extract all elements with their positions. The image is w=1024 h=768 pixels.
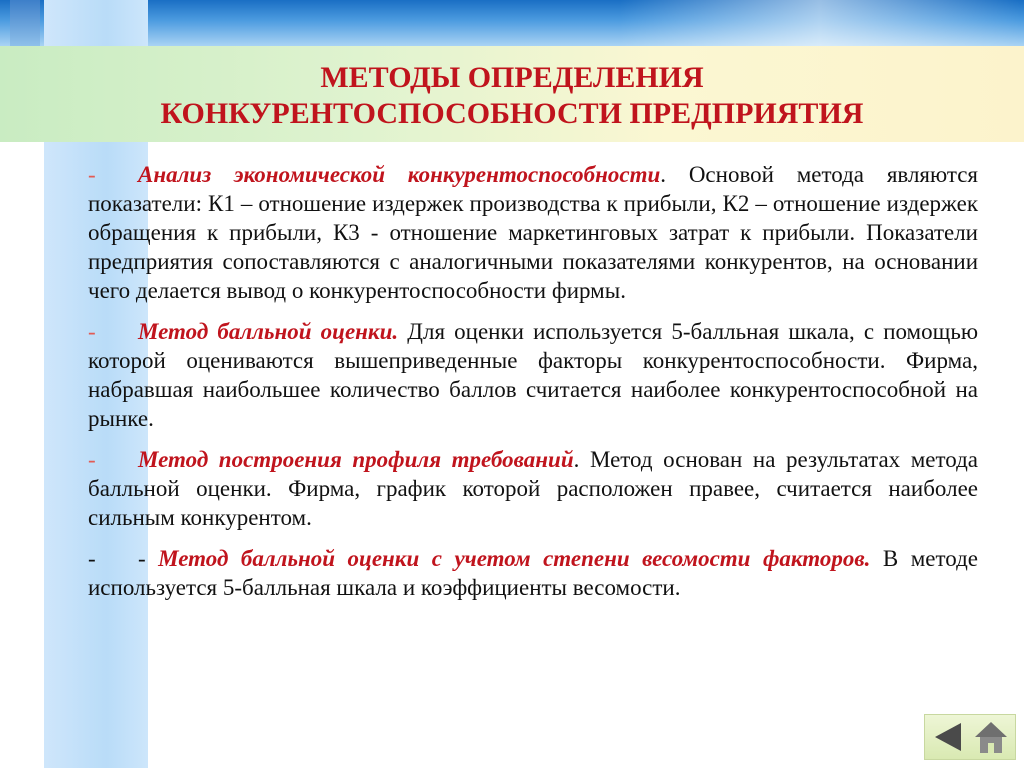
back-button[interactable] [931,719,967,755]
item-bullet: - [88,447,96,472]
item-prefix: - [138,546,159,571]
slide-navigation [924,714,1016,760]
item-bullet: - [88,546,96,571]
method-item [88,317,978,433]
method-description: Метод основан на результатах метода балльной оценки. Фирма, график которой расположен правее, считается наиболее сильным конкурентом. [88,447,978,530]
slide-title [0,60,1024,132]
method-description: Основой метода являются показатели: К1 – отношение издержек производства к прибыли, К2 – отношение издержек обращения к прибыли, К3 - отношение маркетинговых затрат к прибыли. Показатели предприятия сопоставляются с аналогичными показателями конкурентов, на основании чего делается вывод о конкурентоспособности фирмы. [88,162,979,303]
method-punct: . [660,162,667,187]
decorative-glow [620,0,1020,46]
slide-title-line1: МЕТОДЫ ОПРЕДЕЛЕНИЯ [320,61,704,94]
method-punct: . [573,447,580,472]
method-item [88,445,978,532]
item-bullet: - [88,319,96,344]
back-arrow-icon [931,719,967,755]
method-item [88,544,978,602]
method-item [88,160,978,305]
item-bullet: - [88,162,96,187]
method-name: Метод построения профиля требований [138,447,574,472]
slide-content [88,160,978,614]
method-name: Метод балльной оценки. [138,319,399,344]
slide-title-line2: КОНКУРЕНТОСПОСОБНОСТИ ПРЕДПРИЯТИЯ [160,97,864,130]
method-name: Метод балльной оценки с учетом степени весомости факторов. [158,546,871,571]
home-button[interactable] [973,719,1009,755]
home-icon [973,719,1009,755]
decorative-square [10,0,40,46]
method-name: Анализ экономической конкурентоспособности [138,162,661,187]
top-decoration-strip [0,0,1024,46]
method-description: Для оценки используется 5-балльная шкала, с помощью которой оцениваются вышеприведенные факторы конкурентоспособности. Фирма, набравшая наибольшее количество баллов считается наиболее конкурентоспособной на рынке. [88,319,978,431]
method-description: В методе используется 5-балльная шкала и коэффициенты весомости. [88,546,978,600]
